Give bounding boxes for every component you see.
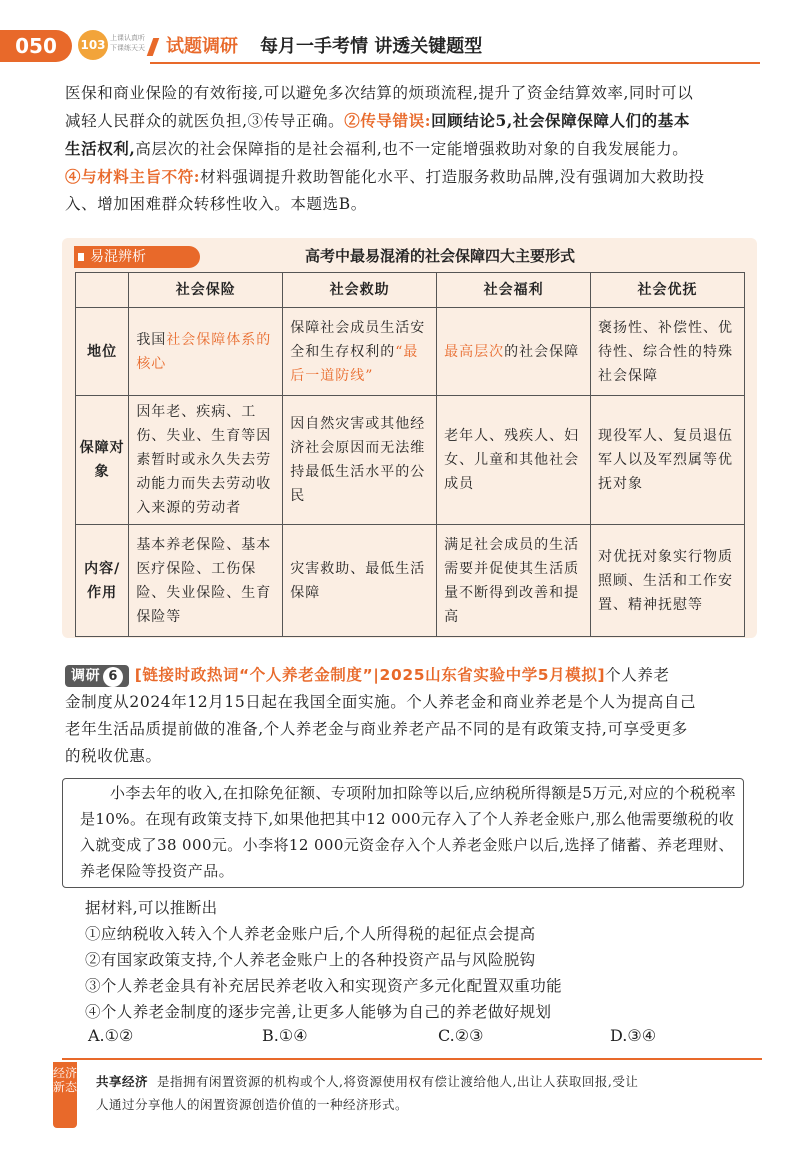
logo-tagline [110,33,145,53]
question-tag-label: 调研 [71,668,101,684]
social-security-table [75,272,745,637]
choice-c[interactable]: C.②③ [438,1026,484,1045]
intro-text: 高层次的社会保障指的是社会福利,也不一定能增强救助对象的自我发展能力。 [135,140,689,158]
cell-text: 因自然灾害或其他经济社会原因而无法维持最低生活水平的公民 [290,416,426,504]
choice-b[interactable]: B.①④ [262,1026,308,1045]
highlight-text: 社会保障体系的核心 [136,331,272,372]
table-cell [591,525,745,637]
logo-tagline-line: 上课认真听 [110,34,145,42]
cell-text: 因年老、疾病、工伤、失业、生育等因素暂时或永久失去劳动能力而失去劳动收入来源的劳动者 [136,404,272,516]
header-accent [147,38,160,56]
table-cell [437,308,591,396]
question-stem [65,662,755,770]
page-header [0,30,800,62]
question-line: 老年生活品质提前做的准备,个人养老金与商业养老产品不同的是有政策支持,可享受更多 [65,720,688,738]
table-cell [437,525,591,637]
section-subtitle: 每月一手考情 讲透关键题型 [260,36,483,57]
choice-d[interactable]: D.③④ [610,1026,657,1045]
cell-text: 基本养老保险、基本医疗保险、工伤保险、失业保险、生育保险等 [136,536,272,625]
wrong-transmission-label: ②传导错误: [344,111,432,130]
material-text: 小李去年的收入,在扣除免征额、专项附加扣除等以后,应纳税所得额是5万元,对应的个税税率是10%。在现有政策支持下,如果他把其中12 000元存入了个人养老金账户,那么他需要缴税的收入就变成了38 000元。小李将12 000元资金存入个人养老金账户以后,选择了储蓄、养老理财、养老保险等投资产品。 [80,784,737,880]
section-title: 试题调研 [166,36,238,57]
statement: ①应纳税收入转入个人养老金账户后,个人所得税的起征点会提高 [85,925,536,943]
question-source: [链接时政热词“个人养老金制度”|2025山东省实验中学5月模拟] [134,666,606,684]
table-row [76,525,745,637]
table-title: 高考中最易混淆的社会保障四大主要形式 [304,247,575,265]
statement: ④个人养老金制度的逐步完善,让更多人能够为自己的养老做好规划 [85,1003,552,1021]
intro-bold-text: 生活权利, [65,139,136,158]
cell-text: 保障社会成员生活安全和生存权利的 [290,319,426,360]
choice-a[interactable]: A.①② [88,1026,134,1045]
table-header-row [76,273,745,308]
logo-badge: 103 [78,30,108,60]
cell-text: 的社会保障 [504,343,580,360]
table-cell [129,308,283,396]
row-header: 内容/作用 [76,525,129,637]
statement: ③个人养老金具有补充居民养老收入和实现资产多元化配置双重功能 [85,977,563,995]
cell-text: 褒扬性、补偿性、优待性、综合性的特殊社会保障 [598,319,734,384]
table-cell [283,525,437,637]
intro-line: 医保和商业保险的有效衔接,可以避免多次结算的烦琐流程,提升了资金结算效率,同时可以 [65,84,694,102]
row-header: 保障对象 [76,396,129,525]
intro-text: 材料强调提升救助智能化水平、打造服务救助品牌,没有强调加大救助投 [200,168,705,186]
footer-line [96,1070,761,1093]
highlight-text: “最后一道防线” [290,343,419,384]
brand-logo [78,30,148,62]
footer-line: 人通过分享他人的闲置资源创造价值的一种经济形式。 [96,1097,409,1112]
side-tab [53,1062,77,1128]
cell-text: 灾害救助、最低生活保障 [290,560,426,601]
cell-text: 满足社会成员的生活需要并促使其生活质量不断得到改善和提高 [444,536,580,625]
intro-line [65,107,755,135]
intro-paragraph [65,80,755,218]
question-number: 6 [103,667,123,687]
question-line: 的税收优惠。 [65,747,162,765]
row-header: 地位 [76,308,129,396]
table-cell [129,396,283,525]
footer-term: 共享经济 [96,1074,149,1089]
column-header: 社会福利 [437,273,591,308]
table-row [76,308,745,396]
table-row [76,396,745,525]
table-cell [283,396,437,525]
intro-line [65,163,755,191]
column-header: 社会保险 [129,273,283,308]
column-header: 社会优抚 [591,273,745,308]
mix-tag: 易混辨析 [74,246,200,268]
footer-note [96,1070,761,1116]
question-tag [65,665,129,687]
statement: ②有国家政策支持,个人养老金账户上的各种投资产品与风险脱钩 [85,951,536,969]
cell-text: 我国 [136,331,167,348]
footer-divider [62,1058,762,1060]
intro-bold-text: 回顾结论5,社会保障保障人们的基本 [431,111,690,130]
header-divider [150,62,760,64]
table-cell [591,396,745,525]
intro-line: 入、增加困难群众转移性收入。本题选B。 [65,195,367,213]
intro-line [65,135,755,163]
table-cell [437,396,591,525]
page-number: 050 [0,30,72,62]
cell-text: 老年人、残疾人、妇女、儿童和其他社会成员 [444,428,580,492]
corner-cell [76,273,129,308]
stem-text: 个人养老 [605,666,670,684]
off-topic-label: ④与材料主旨不符: [65,167,201,186]
table-cell [129,525,283,637]
cell-text: 现役军人、复员退伍军人以及军烈属等优抚对象 [598,428,734,492]
question-line [65,662,755,689]
intro-text: 减轻人民群众的就医负担,③传导正确。 [65,112,345,130]
footer-definition: 是指拥有闲置资源的机构或个人,将资源使用权有偿让渡给他人,出让人获取回报,受让 [156,1074,639,1089]
highlight-text: 最高层次 [444,343,505,360]
question-prompt: 据材料,可以推断出 [85,899,218,917]
side-tab-label: 经济新态 [53,1066,78,1094]
question-line: 金制度从2024年12月15日起在我国全面实施。个人养老金和商业养老是个人为提高自己 [65,693,697,711]
table-cell [283,308,437,396]
table-cell [591,308,745,396]
cell-text: 对优抚对象实行物质照顾、生活和工作安置、精神抚慰等 [598,548,734,613]
logo-tagline-line: 下课练天天 [110,44,145,52]
column-header: 社会救助 [283,273,437,308]
